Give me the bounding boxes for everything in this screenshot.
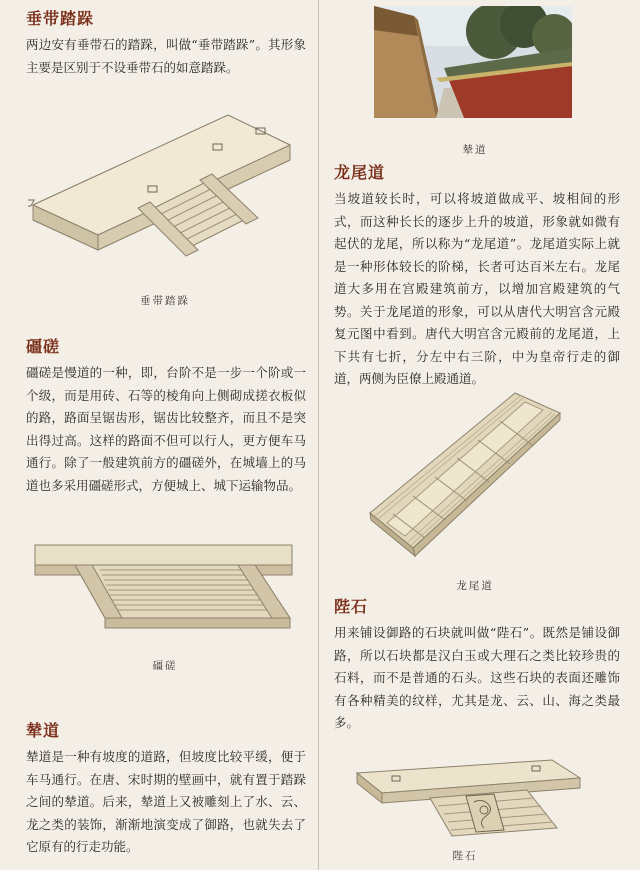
heading-niandao: 辇道 — [26, 721, 61, 740]
heading-chuidai-tadu: 垂带踏跺 — [26, 9, 95, 28]
niandao-photo-image — [374, 6, 572, 118]
caption-niandao: 辇道 — [462, 144, 488, 156]
jiangca-illustration — [30, 530, 300, 635]
para-jiangca: 礓磋是慢道的一种，即，台阶不是一步一个阶或一个级，而是用砖、石等的棱角向上侧砌成搓衣板似的路，路面呈锯齿形，锯齿比较整齐，而且不是突出得过高。这样的路面不但可以行人，更方便车马通行。除了一般建筑前方的礓磋外，在城墙上的马道也多采用礓磋形式，方便城上、城下运输物品。 — [26, 365, 306, 493]
niandao-photo — [374, 6, 572, 118]
caption-longweidao: 龙尾道 — [456, 580, 494, 592]
para-chuidai-tadu: 两边安有垂带石的踏跺，叫做“垂带踏跺”。其形象主要是区别于不设垂带石的如意踏跺。 — [26, 37, 306, 75]
bishi-illustration — [352, 748, 584, 843]
para-niandao: 辇道是一种有坡度的道路，但坡度比较平缓，便于车马通行。在唐、宋时期的壁画中，就有置于踏跺之间的辇道。后来，辇道上又被雕刻上了水、云、龙之类的装饰，渐渐地演变成了御路，也就失去了它原有的行走功能。 — [26, 749, 306, 854]
caption-chuidai-tadu: 垂带踏跺 — [140, 295, 190, 307]
caption-bishi: 陛石 — [452, 850, 478, 862]
caption-jiangca: 礓磋 — [152, 660, 178, 672]
heading-bishi: 陛石 — [334, 597, 369, 616]
column-divider — [318, 0, 319, 870]
chuidai-tadu-illustration — [28, 100, 298, 275]
para-bishi: 用来铺设御路的石块就叫做“陛石”。既然是铺设御路，所以石块都是汉白玉或大理石之类比较珍贵的石料，而不是普通的石头。这些石块的表面还雕饰有各种精美的纹样，尤其是龙、云、山、海之类最多。 — [334, 625, 620, 730]
para-longweidao: 当坡道较长时，可以将坡道做成平、坡相间的形式，而这种长长的逐步上升的坡道，形象就如微有起伏的龙尾，所以称为“龙尾道”。龙尾道实际上就是一种形体较长的阶梯，长者可达百米左右。龙尾道大多用在宫殿建筑前方，以增加宫殿建筑的气势。关于龙尾道的形象，可以从唐代大明宫含元殿复元图中看到。唐代大明宫含元殿前的龙尾道，上下共有七折，分左中右三阶，中为皇帝行走的御道，两侧为臣僚上殿通道。 — [334, 191, 620, 386]
heading-longweidao: 龙尾道 — [334, 163, 386, 182]
heading-jiangca: 礓磋 — [26, 337, 61, 356]
longweidao-illustration — [365, 388, 565, 558]
